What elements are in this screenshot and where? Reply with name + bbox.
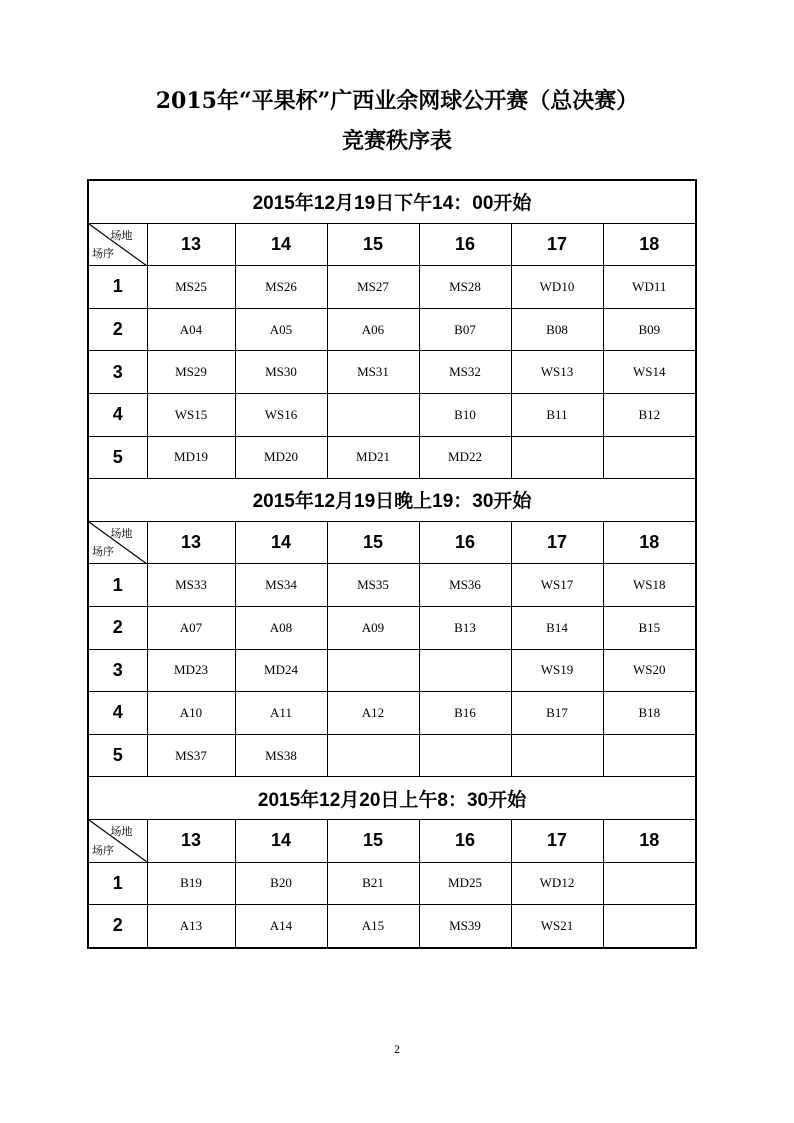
match-cell: MS26 — [235, 266, 327, 309]
match-cell: A05 — [235, 308, 327, 351]
match-cell: WD12 — [511, 862, 603, 905]
match-cell: WS17 — [511, 564, 603, 607]
court-number: 13 — [147, 819, 235, 862]
match-cell: B18 — [603, 692, 696, 735]
match-cell: WS15 — [147, 393, 235, 436]
match-cell: A10 — [147, 692, 235, 735]
match-order: 1 — [88, 862, 147, 905]
court-number: 17 — [511, 521, 603, 564]
match-cell: WD10 — [511, 266, 603, 309]
match-cell: MD25 — [419, 862, 511, 905]
match-cell: MS37 — [147, 734, 235, 777]
court-number: 16 — [419, 819, 511, 862]
court-number: 15 — [327, 521, 419, 564]
session-heading-row — [88, 180, 696, 223]
session-heading-row — [88, 777, 696, 820]
match-cell: MS27 — [327, 266, 419, 309]
table-row — [88, 692, 696, 735]
match-cell: B12 — [603, 393, 696, 436]
match-cell: B14 — [511, 606, 603, 649]
match-cell: WS16 — [235, 393, 327, 436]
match-cell: B15 — [603, 606, 696, 649]
match-cell: MS28 — [419, 266, 511, 309]
match-cell: A08 — [235, 606, 327, 649]
court-number: 17 — [511, 819, 603, 862]
court-number: 16 — [419, 223, 511, 266]
session-heading-row — [88, 479, 696, 522]
table-row — [88, 734, 696, 777]
match-cell: B17 — [511, 692, 603, 735]
match-cell — [511, 436, 603, 479]
match-cell: MS38 — [235, 734, 327, 777]
match-cell: A14 — [235, 905, 327, 948]
match-cell: WS19 — [511, 649, 603, 692]
table-row — [88, 393, 696, 436]
court-number: 18 — [603, 521, 696, 564]
match-cell: A12 — [327, 692, 419, 735]
match-order: 4 — [88, 393, 147, 436]
court-label: 场地 — [110, 824, 133, 838]
court-header-row — [88, 223, 696, 266]
match-cell: A11 — [235, 692, 327, 735]
court-header-row — [88, 819, 696, 862]
court-number: 15 — [327, 819, 419, 862]
match-cell: B09 — [603, 308, 696, 351]
corner-header-cell — [88, 223, 147, 266]
session-heading: 2015年12月19日晚上19：30开始 — [88, 479, 696, 522]
match-order: 1 — [88, 266, 147, 309]
court-number: 14 — [235, 223, 327, 266]
match-order: 2 — [88, 905, 147, 948]
match-cell: WS13 — [511, 351, 603, 394]
match-cell: MD24 — [235, 649, 327, 692]
match-cell: A04 — [147, 308, 235, 351]
court-number: 18 — [603, 819, 696, 862]
match-cell: MS25 — [147, 266, 235, 309]
match-cell — [603, 436, 696, 479]
match-cell — [419, 649, 511, 692]
match-cell: MS32 — [419, 351, 511, 394]
table-row — [88, 862, 696, 905]
match-cell: MD23 — [147, 649, 235, 692]
match-cell: MS36 — [419, 564, 511, 607]
table-row — [88, 308, 696, 351]
match-cell: MS30 — [235, 351, 327, 394]
match-cell: B13 — [419, 606, 511, 649]
match-cell: MD19 — [147, 436, 235, 479]
court-number: 13 — [147, 223, 235, 266]
match-order: 5 — [88, 436, 147, 479]
court-number: 14 — [235, 521, 327, 564]
table-row — [88, 266, 696, 309]
match-cell: WS14 — [603, 351, 696, 394]
session-heading: 2015年12月19日下午14：00开始 — [88, 180, 696, 223]
match-cell — [327, 393, 419, 436]
match-cell — [603, 734, 696, 777]
schedule-table — [87, 179, 697, 949]
match-cell: A07 — [147, 606, 235, 649]
match-cell — [511, 734, 603, 777]
match-cell: B21 — [327, 862, 419, 905]
order-label: 场序 — [92, 247, 114, 261]
match-cell: MS34 — [235, 564, 327, 607]
match-cell: B08 — [511, 308, 603, 351]
match-order: 3 — [88, 351, 147, 394]
table-row — [88, 351, 696, 394]
page-number: 2 — [394, 1042, 400, 1056]
match-cell: MS33 — [147, 564, 235, 607]
court-number: 14 — [235, 819, 327, 862]
court-number: 17 — [511, 223, 603, 266]
match-order: 2 — [88, 308, 147, 351]
match-order: 5 — [88, 734, 147, 777]
order-label: 场序 — [92, 843, 114, 857]
match-cell: MS31 — [327, 351, 419, 394]
match-cell — [419, 734, 511, 777]
table-row — [88, 564, 696, 607]
match-cell: MS39 — [419, 905, 511, 948]
match-cell: B07 — [419, 308, 511, 351]
match-cell: B10 — [419, 393, 511, 436]
match-cell — [327, 649, 419, 692]
court-label: 场地 — [110, 228, 133, 242]
match-order: 2 — [88, 606, 147, 649]
court-header-row — [88, 521, 696, 564]
court-number: 16 — [419, 521, 511, 564]
table-row — [88, 905, 696, 948]
match-cell: B16 — [419, 692, 511, 735]
session-heading: 2015年12月20日上午8：30开始 — [88, 777, 696, 820]
court-number: 18 — [603, 223, 696, 266]
match-cell: B19 — [147, 862, 235, 905]
document-title: 2015年“平果杯”广西业余网球公开赛（总决赛） — [155, 88, 639, 114]
match-cell: WS21 — [511, 905, 603, 948]
corner-header-cell — [88, 521, 147, 564]
match-cell: A06 — [327, 308, 419, 351]
table-row — [88, 606, 696, 649]
match-cell: A13 — [147, 905, 235, 948]
match-order: 4 — [88, 692, 147, 735]
match-cell: A15 — [327, 905, 419, 948]
court-number: 13 — [147, 521, 235, 564]
match-cell: MS29 — [147, 351, 235, 394]
match-cell: MD20 — [235, 436, 327, 479]
court-label: 场地 — [110, 526, 133, 540]
table-row — [88, 436, 696, 479]
match-cell: WS20 — [603, 649, 696, 692]
match-cell: WS18 — [603, 564, 696, 607]
match-cell — [603, 905, 696, 948]
table-row — [88, 649, 696, 692]
match-cell: A09 — [327, 606, 419, 649]
match-cell: B11 — [511, 393, 603, 436]
match-cell — [327, 734, 419, 777]
court-number: 15 — [327, 223, 419, 266]
match-order: 1 — [88, 564, 147, 607]
order-label: 场序 — [92, 545, 114, 559]
match-order: 3 — [88, 649, 147, 692]
match-cell: MD22 — [419, 436, 511, 479]
match-cell: WD11 — [603, 266, 696, 309]
document-subtitle: 竞赛秩序表 — [341, 128, 452, 154]
corner-header-cell — [88, 819, 147, 862]
match-cell: MS35 — [327, 564, 419, 607]
match-cell — [603, 862, 696, 905]
match-cell: B20 — [235, 862, 327, 905]
match-cell: MD21 — [327, 436, 419, 479]
